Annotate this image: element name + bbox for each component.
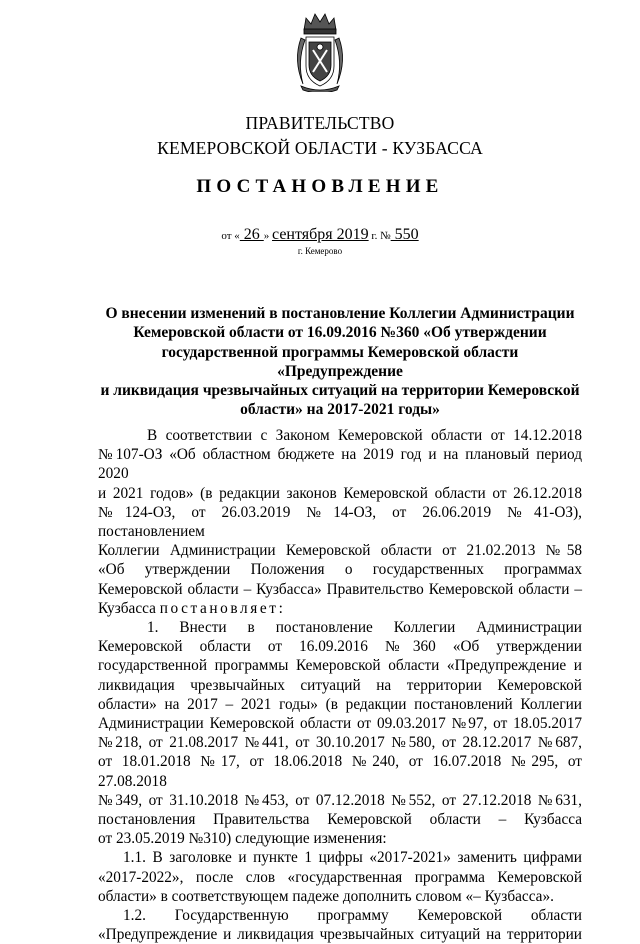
body-line: 1.1. В заголовке и пункте 1 цифры «2017-2021» заменить цифрами <box>123 849 582 867</box>
government-name-line2: КЕМЕРОВСКОЙ ОБЛАСТИ - КУЗБАССА <box>157 138 483 158</box>
document-date-line <box>0 226 640 244</box>
body-line: от 18.01.2018 №17, от 18.06.2018 №240, от 16.07.2018 №295, от 27.08.2018 <box>98 753 582 790</box>
body-line: №107-ОЗ «Об областном бюджете на 2019 год и на плановый период 2020 <box>98 446 582 483</box>
body-line: «Об утверждении Положения о государственных программах <box>98 561 582 579</box>
resolves-word: постановляет: <box>159 599 286 617</box>
body-line: 1.2. Государственную программу Кемеровской области <box>123 907 582 925</box>
title-line: и ликвидация чрезвычайных ситуаций на территории Кемеровской <box>100 382 580 400</box>
title-line: Кемеровской области от 16.09.2016 №360 «Об утверждении <box>133 324 547 342</box>
document-number: 550 <box>390 226 419 243</box>
body-line: «Предупреждение и ликвидация чрезвычайных ситуаций на территории <box>98 926 582 944</box>
body-line: Коллегии Администрации Кемеровской области от 21.02.2013 №58 <box>98 542 582 560</box>
body-line: №124-ОЗ, от 26.03.2019 №14-ОЗ, от 26.06.2019 №41-ОЗ), постановлением <box>98 503 582 541</box>
body-line: области» на 2017 – 2021 годы» (в редакции постановлений Коллегии <box>98 695 582 713</box>
title-line: О внесении изменений в постановление Коллегии Администрации <box>105 305 575 322</box>
body-line: государственной программы Кемеровской области «Предупреждение и <box>98 657 582 675</box>
body-line: 1. Внести в постановление Коллегии Администрации <box>147 619 582 637</box>
date-month-year: сентября 2019 <box>272 226 369 243</box>
document-type-heading: ПОСТАНОВЛЕНИЕ <box>196 176 444 197</box>
body-line: от 23.05.2019 №310) следующие изменения: <box>98 830 387 848</box>
body-line: постановления Правительства Кемеровской области – Кузбасса <box>98 811 582 829</box>
body-line: Кемеровской области – Кузбасса» Правительство Кемеровской области – <box>98 580 582 598</box>
body-line: и 2021 годов» (в редакции законов Кемеровской области от 26.12.2018 <box>98 484 582 502</box>
body-line: №349, от 31.10.2018 №453, от 07.12.2018 №552, от 27.12.2018 №631, <box>98 791 582 809</box>
body-line-resolves <box>98 599 582 618</box>
title-line: государственной программы Кемеровской области «Предупреждение <box>161 343 519 380</box>
document-title <box>98 304 582 420</box>
document-body <box>98 426 582 944</box>
date-day: 26 <box>239 226 264 243</box>
government-name-line1: ПРАВИТЕЛЬСТВО <box>245 113 395 133</box>
document-city: г. Кемерово <box>297 246 343 256</box>
body-line: Администрации Кемеровской области от 09.03.2017 №97, от 18.05.2017 <box>98 715 582 733</box>
body-line: области» в соответствующем падеже дополнить словом «– Кузбасса». <box>98 887 554 905</box>
body-line: В соответствии с Законом Кемеровской области от 14.12.2018 <box>147 427 582 444</box>
date-prefix: от « <box>221 230 240 242</box>
body-line: №218, от 21.08.2017 №441, от 30.10.2017 №580, от 28.12.2017 №687, <box>98 734 582 752</box>
body-line: «2017-2022», после слов «государственная программа Кемеровской <box>98 868 582 886</box>
body-line: ликвидация чрезвычайных ситуаций на территории Кемеровской <box>98 676 582 694</box>
date-suffix: г. № <box>368 230 391 242</box>
coat-of-arms-emblem <box>291 10 349 92</box>
body-line-start: Кузбасса <box>98 599 156 617</box>
date-mid: » <box>263 230 273 242</box>
title-line: области» на 2017-2021 годы» <box>240 401 440 419</box>
body-line: Кемеровской области от 16.09.2016 №360 «Об утверждении <box>98 638 582 656</box>
